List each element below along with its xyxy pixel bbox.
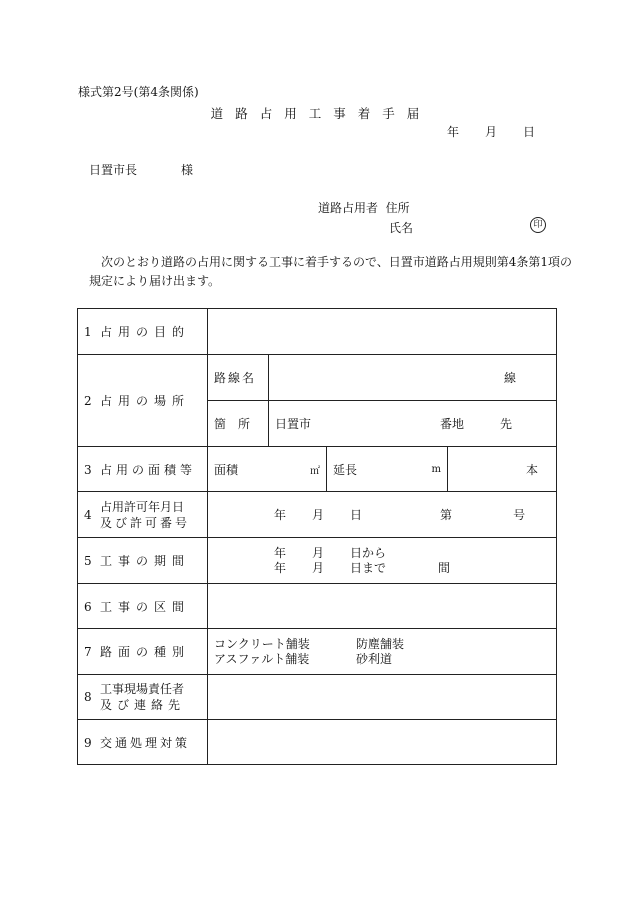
- permit-field[interactable]: 年 月 日 第 号: [208, 492, 557, 538]
- row-construction-period: 5 工事の期間 年 月 日から 年 月 日まで 間: [78, 538, 557, 584]
- submission-date: 年 月 日: [447, 125, 536, 139]
- seal-mark: 印: [530, 217, 546, 233]
- body-text-line2: 規定により届け出ます。: [89, 274, 221, 288]
- row-site-manager: 8 工事現場責任者 及び連絡先: [78, 675, 557, 720]
- applicant-address: 道路占用者 住所: [318, 201, 410, 215]
- row-construction-section: 6 工事の区間: [78, 584, 557, 629]
- period-field[interactable]: 年 月 日から 年 月 日まで 間: [208, 538, 557, 584]
- purpose-field[interactable]: [208, 309, 557, 355]
- row-area: 3 占用の面積等 面積 ㎡ 延長 m 本: [78, 447, 557, 492]
- row-location: 2 占用の場所 路線名 線 箇 所 日置市 番地 先: [78, 355, 557, 447]
- area-field[interactable]: 面積 ㎡: [214, 462, 320, 477]
- body-text-line1: 次のとおり道路の占用に関する工事に着手するので、日置市道路占用規則第4条第1項の: [101, 255, 573, 269]
- section-field[interactable]: [208, 584, 557, 629]
- document-title: 道 路 占 用 工 事 着 手 届: [210, 106, 420, 121]
- row-traffic-measures: 9 交通処理対策: [78, 720, 557, 765]
- count-field[interactable]: 本: [447, 447, 556, 491]
- row-permit: 4 占用許可年月日 及び許可番号 年 月 日 第 号: [78, 492, 557, 538]
- form-number-label: 様式第2号(第4条関係): [78, 85, 199, 99]
- row-purpose: 1 占用の目的: [78, 309, 557, 355]
- place-field[interactable]: 日置市 番地 先: [268, 401, 556, 446]
- row-surface-type: 7 路面の種別 コンクリート舗装 防塵舗装 アスファルト舗装 砂利道: [78, 629, 557, 675]
- length-field[interactable]: 延長 m: [326, 447, 447, 491]
- traffic-measures-field[interactable]: [208, 720, 557, 765]
- applicant-name: 氏名: [389, 221, 414, 235]
- site-manager-field[interactable]: [208, 675, 557, 720]
- recipient: 日置市長 様: [89, 163, 194, 177]
- application-table: [77, 308, 557, 765]
- route-name-field[interactable]: 線: [268, 355, 556, 400]
- surface-type-field[interactable]: コンクリート舗装 防塵舗装 アスファルト舗装 砂利道: [208, 629, 557, 675]
